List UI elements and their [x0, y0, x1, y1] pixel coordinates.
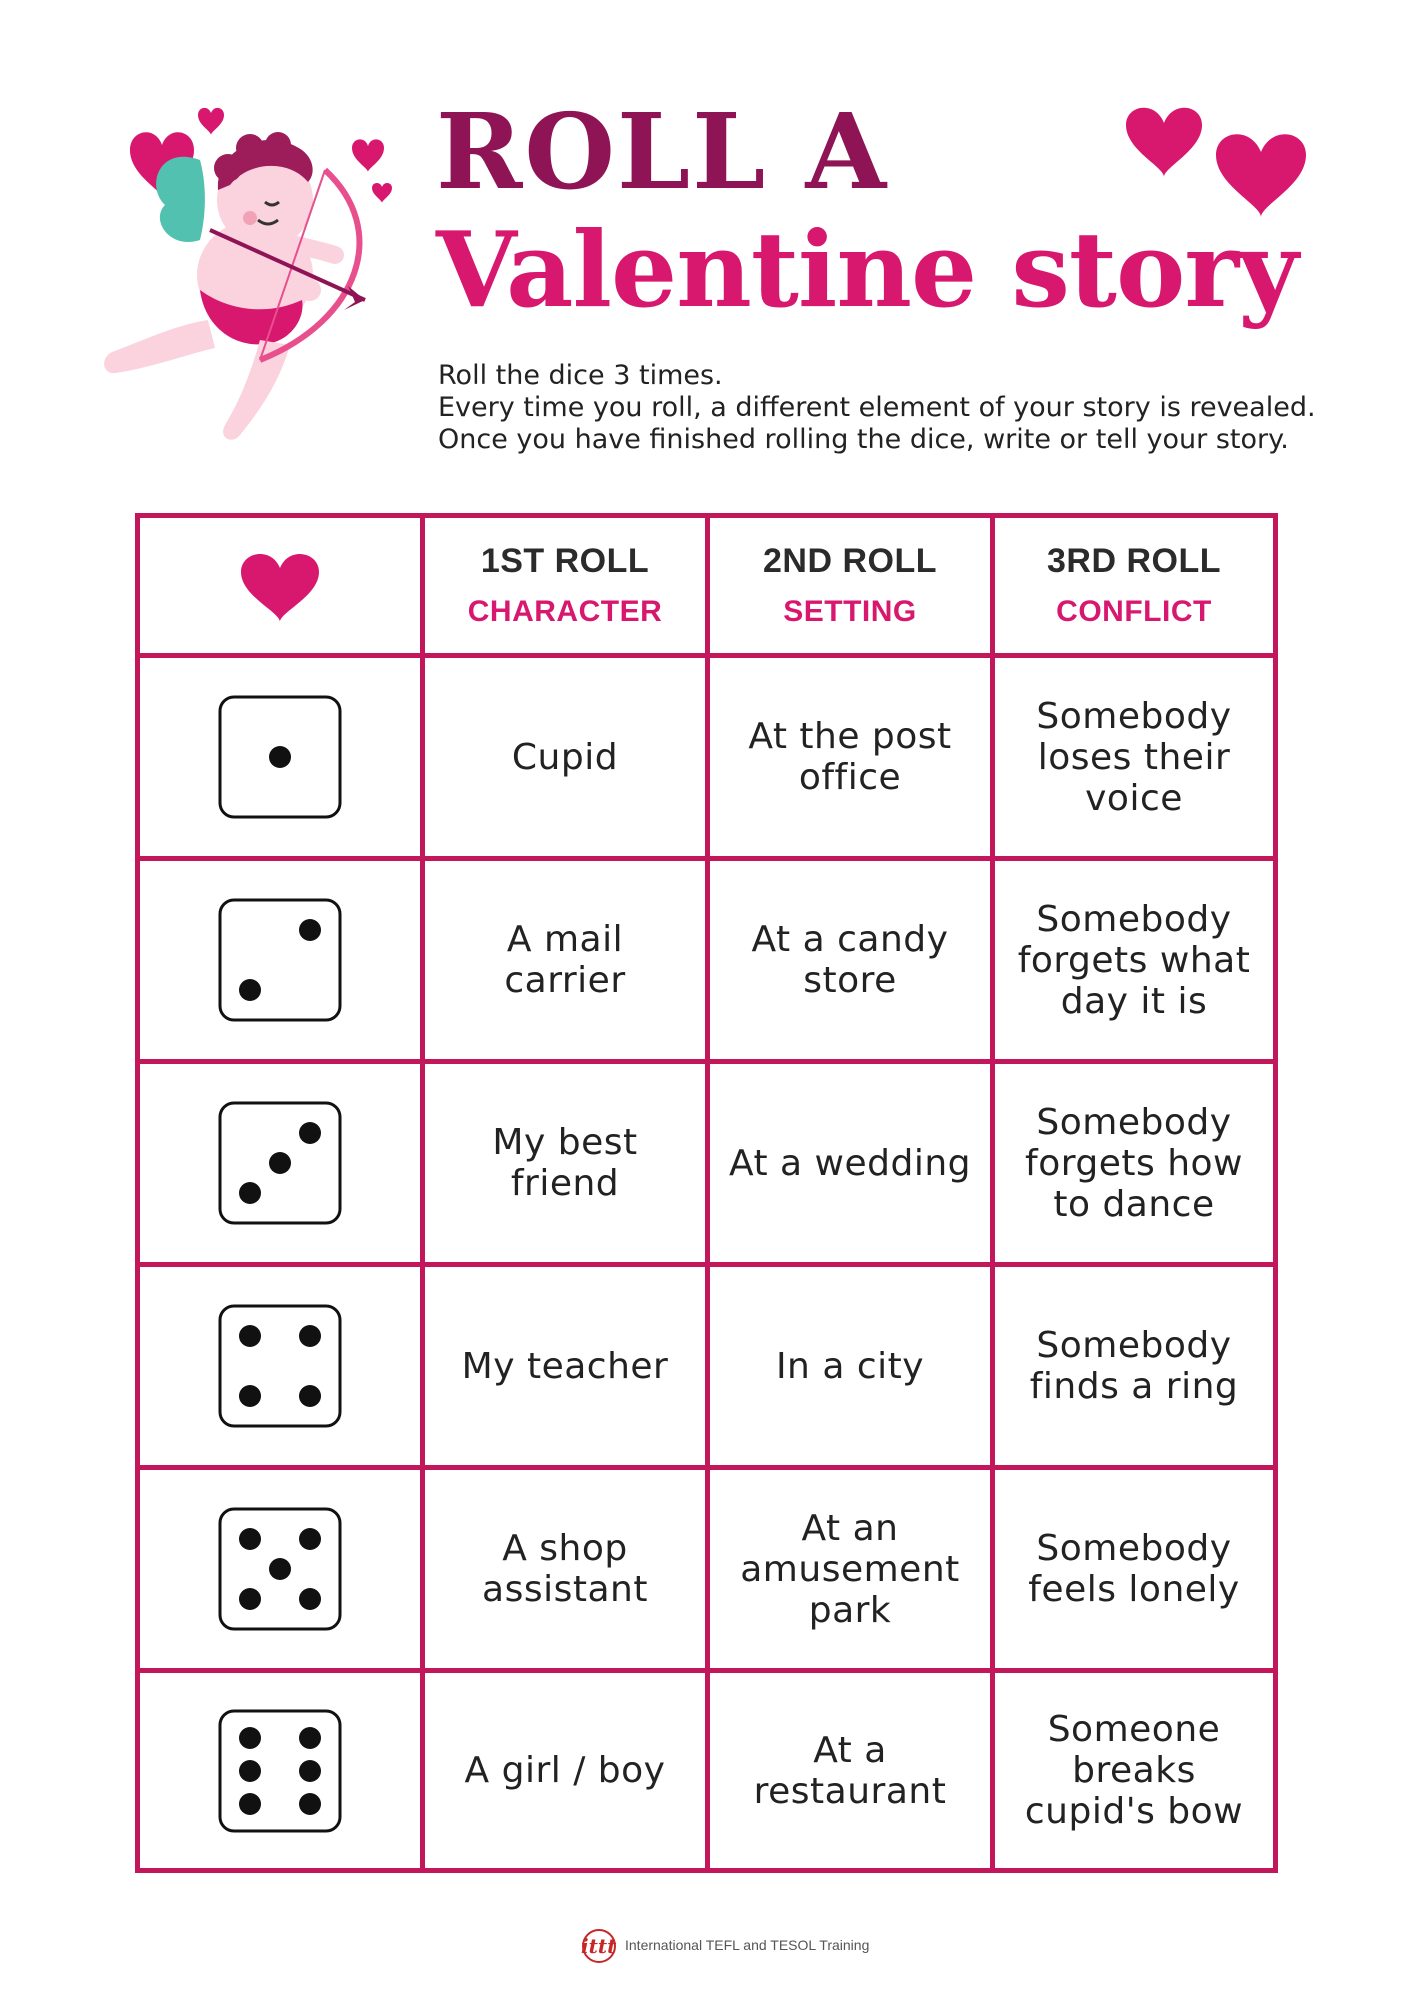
conflict-text: Somebody forgets how to dance	[1025, 1101, 1243, 1225]
die-one-icon	[217, 694, 343, 820]
character-cell	[425, 658, 710, 861]
column-header-3rd-roll	[995, 518, 1273, 658]
setting-text: At an amusement park	[740, 1507, 960, 1631]
setting-text: At a wedding	[728, 1142, 972, 1184]
conflict-text: Somebody finds a ring	[1029, 1325, 1239, 1407]
character-cell	[425, 1064, 710, 1267]
die-six-icon	[217, 1708, 343, 1834]
setting-text: At a restaurant	[753, 1729, 947, 1812]
conflict-cell	[995, 1470, 1273, 1673]
footer-text: International TEFL and TESOL Training	[625, 1937, 870, 1953]
character-cell	[425, 1673, 710, 1868]
svg-text:ittt: ittt	[581, 1934, 617, 1958]
column-subtitle: SETTING	[783, 595, 917, 628]
conflict-text: Somebody feels lonely	[1028, 1528, 1240, 1610]
die-cell	[140, 1673, 425, 1868]
setting-cell	[710, 1470, 995, 1673]
character-cell	[425, 1470, 710, 1673]
title-line-2: Valentine story	[436, 208, 1298, 331]
heart-icon	[352, 139, 384, 172]
die-cell	[140, 658, 425, 861]
story-table	[135, 513, 1278, 1873]
corner-cell	[140, 518, 425, 658]
die-two-icon	[217, 897, 343, 1023]
conflict-cell	[995, 1673, 1273, 1868]
die-cell	[140, 1470, 425, 1673]
setting-text: In a city	[775, 1345, 925, 1387]
die-four-icon	[217, 1303, 343, 1429]
setting-cell	[710, 861, 995, 1064]
column-title: 1ST ROLL	[480, 542, 650, 580]
character-text: A mail carrier	[504, 919, 626, 1001]
heart-icon	[198, 108, 224, 135]
conflict-cell	[995, 658, 1273, 861]
setting-cell	[710, 1673, 995, 1868]
die-cell	[140, 1064, 425, 1267]
die-cell	[140, 1267, 425, 1470]
heart-icon	[237, 548, 323, 624]
column-subtitle: CHARACTER	[467, 595, 663, 628]
character-text: A girl / boy	[464, 1750, 666, 1791]
character-text: A shop assistant	[482, 1528, 648, 1610]
instruction-line: Every time you roll, a different element of your story is revealed.	[438, 392, 1316, 423]
instruction-line: Roll the dice 3 times.	[438, 360, 723, 391]
footer	[575, 1925, 869, 1965]
conflict-text: Somebody forgets what day it is	[1017, 898, 1251, 1022]
conflict-text: Somebody loses their voice	[1036, 695, 1232, 819]
conflict-cell	[995, 1064, 1273, 1267]
character-text: My best friend	[492, 1122, 638, 1204]
ittt-logo	[575, 1926, 619, 1964]
heart-icon	[372, 183, 392, 203]
character-cell	[425, 1267, 710, 1470]
setting-cell	[710, 1064, 995, 1267]
column-title: 2ND ROLL	[763, 542, 937, 580]
conflict-cell	[995, 861, 1273, 1064]
die-five-icon	[217, 1506, 343, 1632]
conflict-cell	[995, 1267, 1273, 1470]
instructions	[438, 360, 1338, 456]
column-title: 3RD ROLL	[1047, 542, 1221, 580]
cupid-illustration	[90, 90, 430, 460]
column-header-2nd-roll	[710, 518, 995, 658]
character-cell	[425, 861, 710, 1064]
conflict-text: Someone breaks cupid's bow	[1024, 1709, 1244, 1832]
setting-text: At the post office	[748, 716, 952, 798]
die-cell	[140, 861, 425, 1064]
instruction-line: Once you have finished rolling the dice, write or tell your story.	[438, 424, 1289, 455]
column-header-1st-roll	[425, 518, 710, 658]
setting-cell	[710, 658, 995, 861]
heart-icon	[1216, 134, 1306, 217]
character-text: My teacher	[461, 1345, 669, 1387]
setting-cell	[710, 1267, 995, 1470]
column-subtitle: CONFLICT	[1056, 595, 1212, 628]
heart-icon	[1126, 108, 1202, 177]
setting-text: At a candy store	[751, 919, 949, 1001]
character-text: Cupid	[511, 736, 619, 778]
title-line-1: ROLL A	[436, 90, 889, 213]
die-three-icon	[217, 1100, 343, 1226]
